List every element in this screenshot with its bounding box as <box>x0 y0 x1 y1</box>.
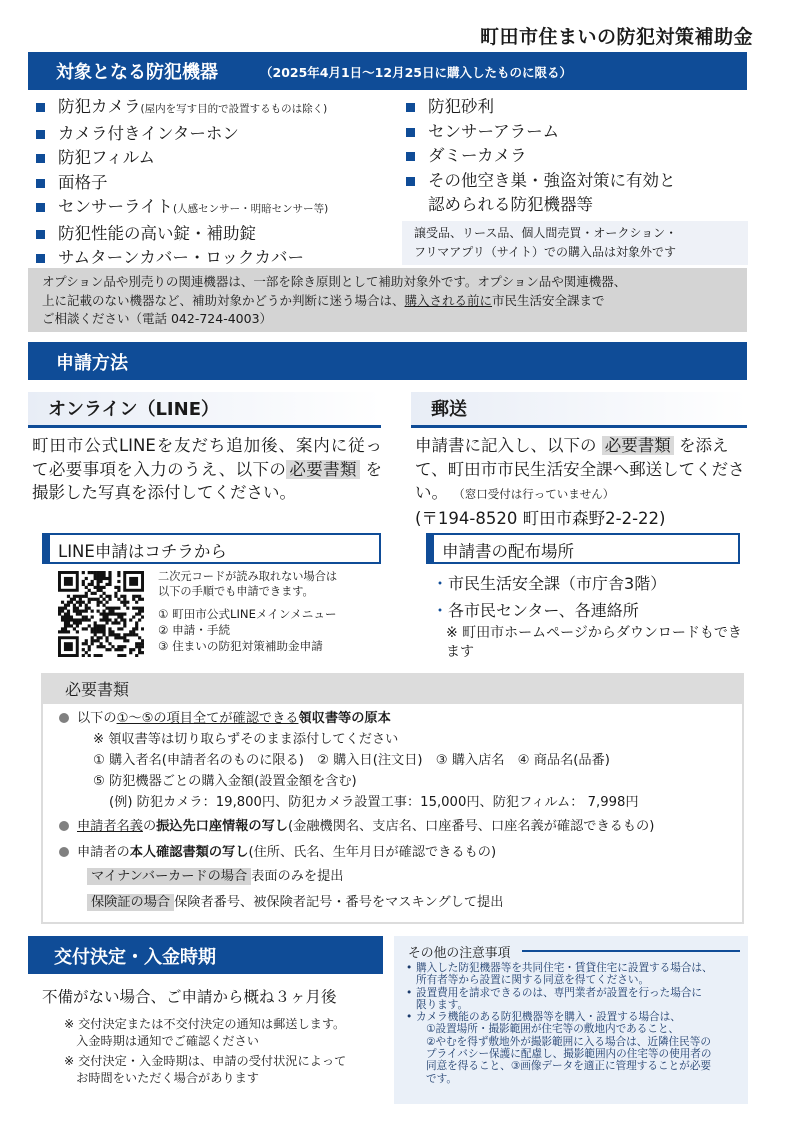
line-apply-link[interactable]: LINE申請はコチラから <box>42 533 381 564</box>
qr-code[interactable] <box>58 571 144 657</box>
list-item: ・ 市民生活安全課（市庁舎3階） <box>432 571 666 598</box>
list-item: 防犯カメラ(屋内を写す目的で設置するものは除く) <box>28 95 328 122</box>
qr-fallback-text: 二次元コードが読み取れない場合は 以下の手順でも申請できます。 <box>158 570 338 598</box>
payment-section-header <box>28 936 383 974</box>
option-note: オプション品や別売りの関連機器は、一部を除き原則として補助対象外です。オプション品や関連機器、 上に記載のない機器など、補助対象かどうか判断に迷う場合は、購入される前に市民生活安全課まで ご相談ください（電話 042-724-4003） <box>28 268 747 332</box>
list-item: ② 申請・手続 <box>158 623 231 637</box>
other-notes-heading: その他の注意事項 <box>408 946 511 961</box>
divider <box>522 950 740 952</box>
list-item: 防犯性能の高い錠・補助錠 <box>28 222 328 247</box>
distribution-locations <box>432 571 666 624</box>
list-item: センサーライト(人感センサー・明暗センサー等) <box>28 195 328 222</box>
list-item-continuation: 認められる防犯機器等 <box>428 195 593 214</box>
insurance-row: 保険証の場合 保険者番号、被保険者記号・番号をマスキングして提出 <box>87 894 503 912</box>
devices-list-right <box>398 95 676 218</box>
payment-note: ※ 交付決定・入金時期は、申請の受付状況によって お時間をいただく場合があります <box>64 1054 347 1085</box>
page-title: 町田市住まいの防犯対策補助金 <box>479 26 753 48</box>
bullet-icon <box>59 713 69 723</box>
other-notes-list <box>406 962 742 1085</box>
devices-heading: 対象となる防犯機器 <box>56 62 218 83</box>
docs-panel: 以下の①～⑤の項目全てが確認できる領収書等の原本 ※ 領収書等は切り取らずそのまま添付してください ① 購入者名(申請者名のものに限る) ② 購入日(注文日) ③ 購入店名 ④ 商品名(品番) ⑤ 防犯機器ごとの購入金額(設置金額を含む) (例) 防犯カメラ：19,800円、防犯カメラ設置工事：15,000円、防犯フィルム： 7,998円 申請者名義の振込先口座情報の写し(金融機関名、支店名、口座番号、口座名義が確認できるもの) 申請者の本人確認書類の写し(住所、氏名、生年月日が確認できるもの) マイナンバーカードの場合 表面のみを提出 保険証の場合 保険者番号、被保険者記号・番号をマスキングして提出 <box>41 704 744 924</box>
mail-heading: 郵送 <box>411 392 747 428</box>
download-note: ※ 町田市ホームページからダウンロードもできます <box>446 625 742 660</box>
mynumber-row: マイナンバーカードの場合 表面のみを提出 <box>87 868 343 886</box>
list-item: 面格子 <box>28 171 328 196</box>
distribution-heading: 申請書の配布場所 <box>426 533 740 564</box>
docs-item-id: 申請者の本人確認書類の写し(住所、氏名、生年月日が確認できるもの) <box>59 844 496 862</box>
mail-instructions: 申請書に記入し、以下の 必要書類 を添えて、町田市市民生活安全課へ郵送してください。 （窓口受付は行っていません） (〒194-8520 町田市森野2-2-22) <box>415 434 750 530</box>
payment-note: ※ 交付決定または不交付決定の通知は郵送します。 入金時期は通知でご確認ください <box>64 1017 346 1048</box>
list-item: サムターンカバー・ロックカバー <box>28 246 328 271</box>
apply-heading: 申請方法 <box>56 353 128 374</box>
list-item: その他空き巣・強盗対策に有効と <box>398 169 676 194</box>
online-instructions: 町田市公式LINEを友だち追加後、案内に従って必要事項を入力のうえ、以下の 必要書類 を撮影した写真を添付してください。 <box>32 436 383 502</box>
online-heading: オンライン（LINE） <box>28 392 381 428</box>
payment-heading: 交付決定・入金時期 <box>54 947 216 968</box>
devices-period: （2025年4月1日～12月25日に購入したものに限る） <box>260 65 572 80</box>
payment-timing: 不備がない場合、ご申請から概ね３ヶ月後 <box>42 988 337 1006</box>
required-docs-highlight: 必要書類 <box>602 436 674 455</box>
devices-list-left <box>28 95 328 271</box>
list-item: センサーアラーム <box>398 120 676 145</box>
list-item: • カメラ機能のある防犯機器等を購入・設置する場合は、 ①設置場所・撮影範囲が住宅等の敷地内であること、 ②やむを得ず敷地外が撮影範囲に入る場合は、近隣住民等の プライバシー保護に配慮し、撮影範囲内の住宅等の使用者の 同意を得ること、③画像データを適正に管理することが必要 です。 <box>406 1011 742 1085</box>
devices-section-header <box>28 52 747 90</box>
mail-address: (〒194-8520 町田市森野2-2-22) <box>415 508 666 528</box>
list-item: ダミーカメラ <box>398 144 676 169</box>
list-item: 防犯砂利 <box>398 95 676 120</box>
list-item: • 購入した防犯機器等を共同住宅・賃貸住宅に設置する場合は、 所有者等から設置に関する同意を得てください。 <box>406 962 742 987</box>
list-item: ・ 各市民センター、各連絡所 <box>432 598 666 625</box>
other-notes-panel <box>394 936 748 1104</box>
bullet-icon <box>59 847 69 857</box>
docs-heading: 必要書類 <box>41 673 744 704</box>
list-item: ③ 住まいの防犯対策補助金申請 <box>158 639 323 653</box>
apply-section-header <box>28 342 747 380</box>
docs-item-receipt: 以下の①～⑤の項目全てが確認できる領収書等の原本 <box>59 710 391 728</box>
docs-item-bank: 申請者名義の振込先口座情報の写し(金融機関名、支店名、口座番号、口座名義が確認できるもの) <box>59 818 654 836</box>
line-steps <box>158 606 337 654</box>
bullet-icon <box>59 821 69 831</box>
list-item: 防犯フィルム <box>28 146 328 171</box>
list-item: • 設置費用を請求できるのは、専門業者が設置を行った場合に 限ります。 <box>406 987 742 1012</box>
required-docs-highlight: 必要書類 <box>286 460 360 479</box>
list-item: ① 町田市公式LINEメインメニュー <box>158 607 337 621</box>
resale-note: 譲受品、リース品、個人間売買・オークション・ フリマアプリ（サイト）での購入品は対象外です <box>402 221 748 265</box>
list-item: カメラ付きインターホン <box>28 122 328 147</box>
